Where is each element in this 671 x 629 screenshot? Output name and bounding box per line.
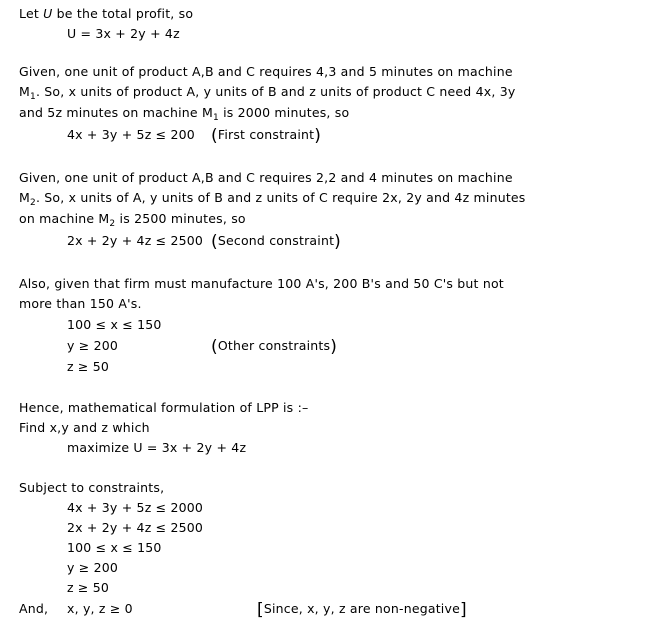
m2-line-1: Given, one unit of product A,B and C requires 2,2 and 4 minutes on machine (19, 170, 513, 185)
m2-line-2-text: . So, x units of A, y units of B and z units of C require 2x, 2y and 4z minutes (35, 190, 526, 205)
nonnegativity-constraint: x, y, z ≥ 0 (67, 601, 133, 616)
m-subscript: 1 (30, 92, 36, 102)
second-constraint-label: (Second constraint) (211, 232, 342, 252)
m1-line-3-rest: is 2000 minutes, so (218, 105, 350, 120)
m2-line-3-rest: is 2500 minutes, so (115, 211, 246, 226)
intro-line (19, 4, 193, 24)
constraint-item: z ≥ 50 (67, 580, 110, 595)
other-constraints-label: (Other constraints) (211, 337, 338, 357)
intro-text: Let (19, 6, 44, 21)
label-text: First constraint (217, 127, 315, 142)
other-line-1: Also, given that firm must manufacture 100 A's, 200 B's and 50 C's but not (19, 276, 504, 291)
intro-text-after: be the total profit, so (52, 6, 194, 21)
first-constraint-label: (First constraint) (211, 126, 322, 146)
m-label: M (19, 190, 30, 205)
nonnegativity-note: [Since, x, y, z are non-negative] (257, 600, 467, 620)
m-label: M (19, 84, 30, 99)
formulation-heading: Hence, mathematical formulation of LPP is :– (19, 400, 309, 415)
constraint-item: 100 ≤ x ≤ 150 (67, 540, 162, 555)
var-u: U (43, 6, 53, 21)
label-text: Second constraint (217, 233, 335, 248)
other-constraint-y: y ≥ 200 (67, 338, 119, 353)
constraint-item: 2x + 2y + 4z ≤ 2500 (67, 520, 204, 535)
m-subscript: 2 (30, 198, 36, 208)
formulation-maximize: maximize U = 3x + 2y + 4z (67, 440, 247, 455)
other-constraint-x: 100 ≤ x ≤ 150 (67, 317, 162, 332)
m1-line-2-text: . So, x units of product A, y units of B and z units of product C need 4x, 3y (35, 84, 516, 99)
objective-function: U = 3x + 2y + 4z (67, 26, 180, 41)
formulation-find: Find x,y and z which (19, 420, 150, 435)
label-text: Other constraints (217, 338, 331, 353)
first-constraint: 4x + 3y + 5z ≤ 200 (67, 127, 195, 142)
constraints-heading: Subject to constraints, (19, 480, 165, 495)
note-text: Since, x, y, z are non-negative (263, 601, 460, 616)
m-subscript: 1 (212, 113, 219, 123)
m1-line-1: Given, one unit of product A,B and C requires 4,3 and 5 minutes on machine (19, 64, 513, 79)
constraint-item: y ≥ 200 (67, 560, 119, 575)
and-label: And, (19, 601, 49, 616)
m1-line-3-text: and 5z minutes on machine M (19, 105, 213, 120)
constraint-item: 4x + 3y + 5z ≤ 2000 (67, 500, 204, 515)
m-subscript: 2 (109, 219, 116, 229)
m2-line-3-text: on machine M (19, 211, 110, 226)
second-constraint: 2x + 2y + 4z ≤ 2500 (67, 233, 204, 248)
other-constraint-z: z ≥ 50 (67, 359, 110, 374)
other-line-2: more than 150 A's. (19, 296, 142, 311)
